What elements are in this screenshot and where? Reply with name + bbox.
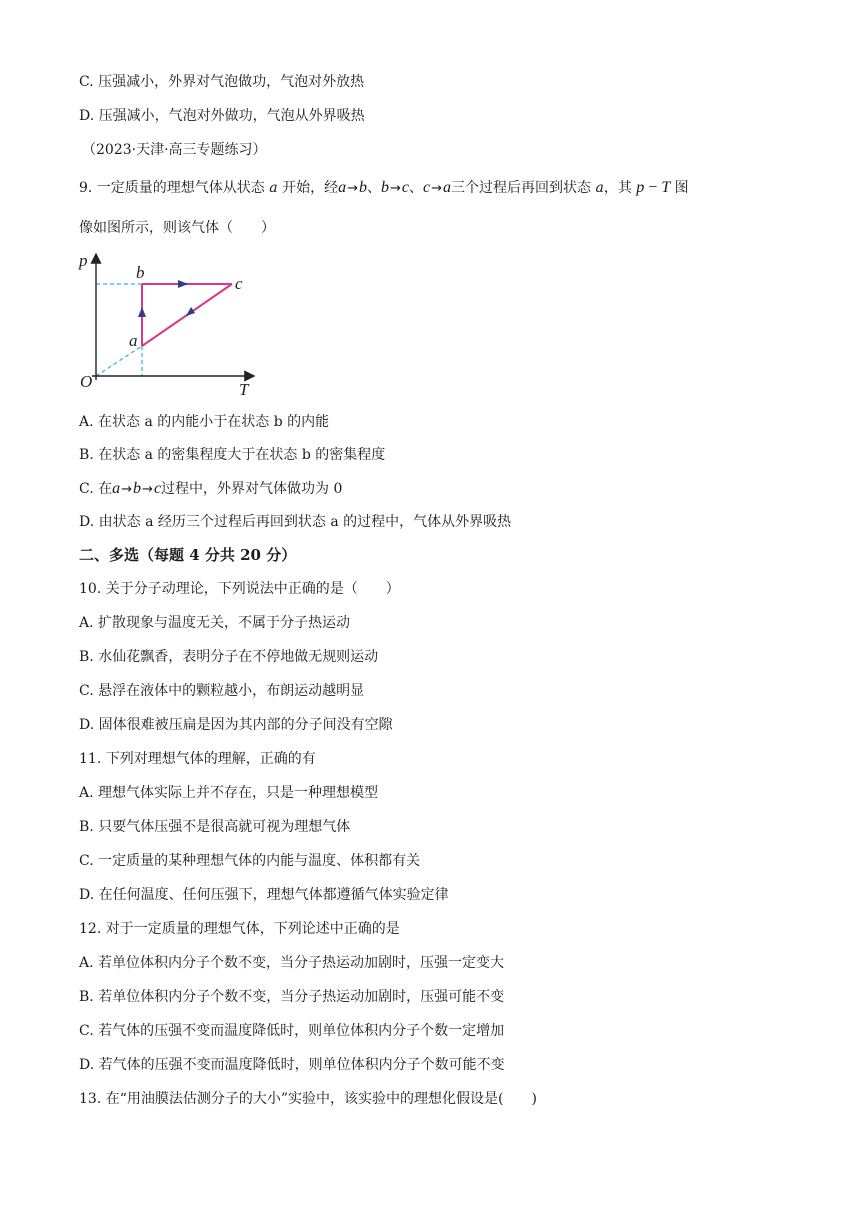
label-t: T <box>239 380 249 398</box>
question-9-stem: 9. 一定质量的理想气体从状态 a 开始，经a→b、b→c、c→a三个过程后再回到状态 a，其 p − T 图 <box>79 179 689 196</box>
q9-process-ab: a→b <box>338 179 367 196</box>
question-9-stem-line2: 像如图所示，则该气体（ ） <box>79 220 275 236</box>
arrow-right-icon <box>178 280 188 288</box>
q9-option-a: A. 在状态 a 的内能小于在状态 b 的内能 <box>79 414 330 430</box>
q10-option-c: C. 悬浮在液体中的颗粒越小，布朗运动越明显 <box>79 683 365 699</box>
q12-option-c: C. 若气体的压强不变而温度降低时，则单位体积内分子个数一定增加 <box>79 1023 505 1039</box>
q9-pt-expression: p − T <box>636 179 671 196</box>
label-c: c <box>235 274 243 293</box>
q9-option-d: D. 由状态 a 经历三个过程后再回到状态 a 的过程中，气体从外界吸热 <box>79 514 512 530</box>
q10-option-d: D. 固体很难被压扁是因为其内部的分子间没有空隙 <box>79 717 393 733</box>
section-2-heading: 二、多选（每题 4 分共 20 分） <box>79 546 297 564</box>
q9c-process: a→b→c <box>112 480 162 497</box>
p-t-diagram <box>74 250 264 398</box>
q11-option-d: D. 在任何温度、任何压强下，理想气体都遵循气体实验定律 <box>79 887 449 903</box>
q12-option-b: B. 若单位体积内分子个数不变，当分子热运动加剧时，压强可能不变 <box>79 989 505 1005</box>
q9-process-ca: c→a <box>423 179 452 196</box>
label-origin: O <box>80 372 93 391</box>
line-q8-option-c: C. 压强减小，外界对气泡做功，气泡对外放热 <box>79 74 365 90</box>
question-source: （2023·天津·高三专题练习） <box>82 142 267 158</box>
q9-option-b: B. 在状态 a 的密集程度大于在状态 b 的密集程度 <box>79 447 386 463</box>
q9-text-mid: 开始，经 <box>277 180 339 196</box>
label-b: b <box>136 263 145 282</box>
label-a: a <box>129 331 138 350</box>
question-11-stem: 11. 下列对理想气体的理解，正确的有 <box>79 751 316 767</box>
q9-process-bc: b→c <box>380 179 409 196</box>
q9-text-tail: 三个过程后再回到状态 <box>451 180 596 196</box>
q9-option-c: C. 在a→b→c过程中，外界对气体做功为 0 <box>79 480 343 497</box>
q12-option-a: A. 若单位体积内分子个数不变，当分子热运动加剧时，压强一定变大 <box>79 955 505 971</box>
question-12-stem: 12. 对于一定质量的理想气体，下列论述中正确的是 <box>79 921 400 937</box>
label-p: p <box>79 251 88 270</box>
arrow-up-icon <box>138 307 146 317</box>
arrow-down-left-icon <box>186 307 195 316</box>
q10-option-b: B. 水仙花飘香，表明分子在不停地做无规则运动 <box>79 649 379 665</box>
q9-state-a-2: a <box>595 180 604 196</box>
q11-option-a: A. 理想气体实际上并不存在，只是一种理想模型 <box>79 785 379 801</box>
question-13-stem: 13. 在“用油膜法估测分子的大小”实验中，该实验中的理想化假设是( ) <box>79 1091 537 1107</box>
dashed-line-origin-a <box>96 346 142 376</box>
q9-text-pre: 9. 一定质量的理想气体从状态 <box>79 180 270 196</box>
line-q8-option-d: D. 压强减小，气泡对外做功，气泡从外界吸热 <box>79 108 365 124</box>
q9-state-a: a <box>269 180 278 196</box>
question-10-stem: 10. 关于分子动理论，下列说法中正确的是（ ） <box>79 581 400 597</box>
q11-option-c: C. 一定质量的某种理想气体的内能与温度、体积都有关 <box>79 853 421 869</box>
q11-option-b: B. 只要气体压强不是很高就可视为理想气体 <box>79 819 351 835</box>
q12-option-d: D. 若气体的压强不变而温度降低时，则单位体积内分子个数可能不变 <box>79 1057 505 1073</box>
q10-option-a: A. 扩散现象与温度无关，不属于分子热运动 <box>79 615 351 631</box>
